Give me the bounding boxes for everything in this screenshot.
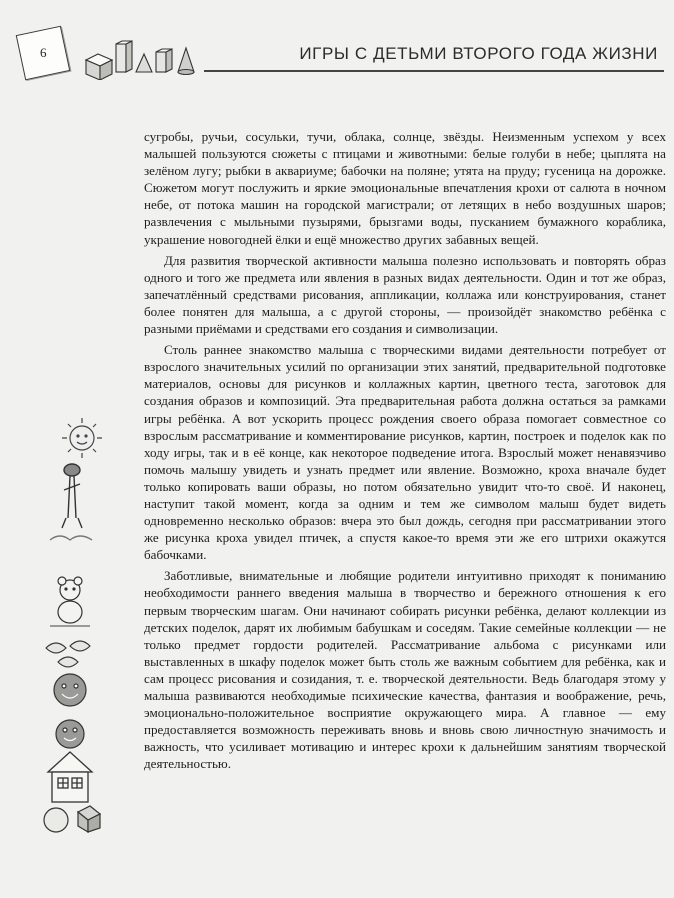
house-icon bbox=[48, 752, 92, 802]
smiling-sun-icon bbox=[54, 674, 86, 748]
leaves-icon bbox=[46, 641, 90, 667]
ball-icon bbox=[44, 806, 100, 832]
geometric-blocks-icon bbox=[82, 38, 200, 80]
sun-icon bbox=[62, 418, 102, 458]
matchstick-figure-icon bbox=[50, 464, 92, 540]
header-rule bbox=[204, 70, 664, 72]
body-text bbox=[144, 128, 666, 776]
page-number: 6 bbox=[39, 45, 47, 60]
teddy-bear-icon bbox=[50, 577, 90, 626]
margin-illustration bbox=[30, 400, 110, 840]
paragraph: сугробы, ручьи, сосульки, тучи, облака, солнце, звёзды. Неизменным успехом у всех малышей пользуются сюжеты с птицами и животными: белые голуби в небе; цыплята на зелёном лугу; рыбки в аквариуме; бабочки на поляне; утята на пруду; гусеница на дорожке. Сюжетом могут послужить и яркие эмоциональные впечатления крохи от салюта в ночном небе, от потока машин на городской магистрали; от летящих в небо воздушных шаров; развлечения с мыльными пузырями, брызгами воды, пусканием бумажного кораблика, украшение новогодней ёлки и ещё множество других забавных вещей. bbox=[144, 129, 666, 247]
paragraph: Заботливые, внимательные и любящие родители интуитивно приходят к пониманию необходимости раннего введения малыша в творчество и бережного отношения к его первым творческим шагам. Они начинают собирать рисунки ребёнка, делают коллекции из детских поделок, дарят их любимым бабушкам и соседям. Такие семейные коллекции — не только предмет гордости родителей. Рассматривание альбома с рисунками или выставленных в шкафу поделок может быть столь же важным событием для ребёнка, как и сам процесс рисования и созидания, т. е. творческой деятельности. Ведь благодаря этому у малыша развиваются необходимые психические качества, фантазия и воображение, речь, эмоционально-положительное восприятие окружающего мира. А главное — ему предоставляется возможность переживать вновь и вновь свою личностную значимость и важность, что усиливает мотивацию и интерес крохи к дальнейшим занятиям творческой деятельностью. bbox=[144, 568, 666, 772]
page-number-badge bbox=[16, 26, 71, 81]
running-head: ИГРЫ С ДЕТЬМИ ВТОРОГО ГОДА ЖИЗНИ bbox=[299, 44, 658, 63]
page-header bbox=[0, 0, 674, 110]
paragraph: Для развития творческой активности малыша полезно использовать и повторять образ одного и того же предмета или явления в разных видах деятельности. Один и тот же образ, запечатлённый средствами рисования, аппликации, коллажа или конструирования, станет более понятен для малыша, а с другой стороны, — произойдёт знакомство ребёнка с разными приёмами и средствами его создания и символизации. bbox=[144, 252, 666, 337]
paragraph: Столь раннее знакомство малыша с творческими видами деятельности потребует от взрослого значительных усилий по организации этих занятий, предварительной подготовке материалов, основы для рисунков и коллажных картин, цветного теста, заготовок для создания образов и композиций. Эта предварительная работа должна остаться за рамками игры ребёнка. А вот ускорить процесс рождения своего образа помогает совместное со взрослым рассматривание и комментирование рисунков, картин, построек и поделок как по ходу игры, так и в её конце, как некоторое подведение итога. Взрослый может ненавязчиво помочь малышу увидеть и узнать предмет или явление. Возможно, кроха вначале будет только копировать ваши образы, но потом обязательно увидит что-то своё. И наконец, наступит такой момент, когда за одним и тем же символом малыш будет видеть одновременно несколько образов: вчера это был дождь, сегодня при рассматривании этого же рисунка кроха увидел птичек, а спустя какое-то время эти же его штрихи окажутся бабочками. bbox=[144, 342, 666, 563]
